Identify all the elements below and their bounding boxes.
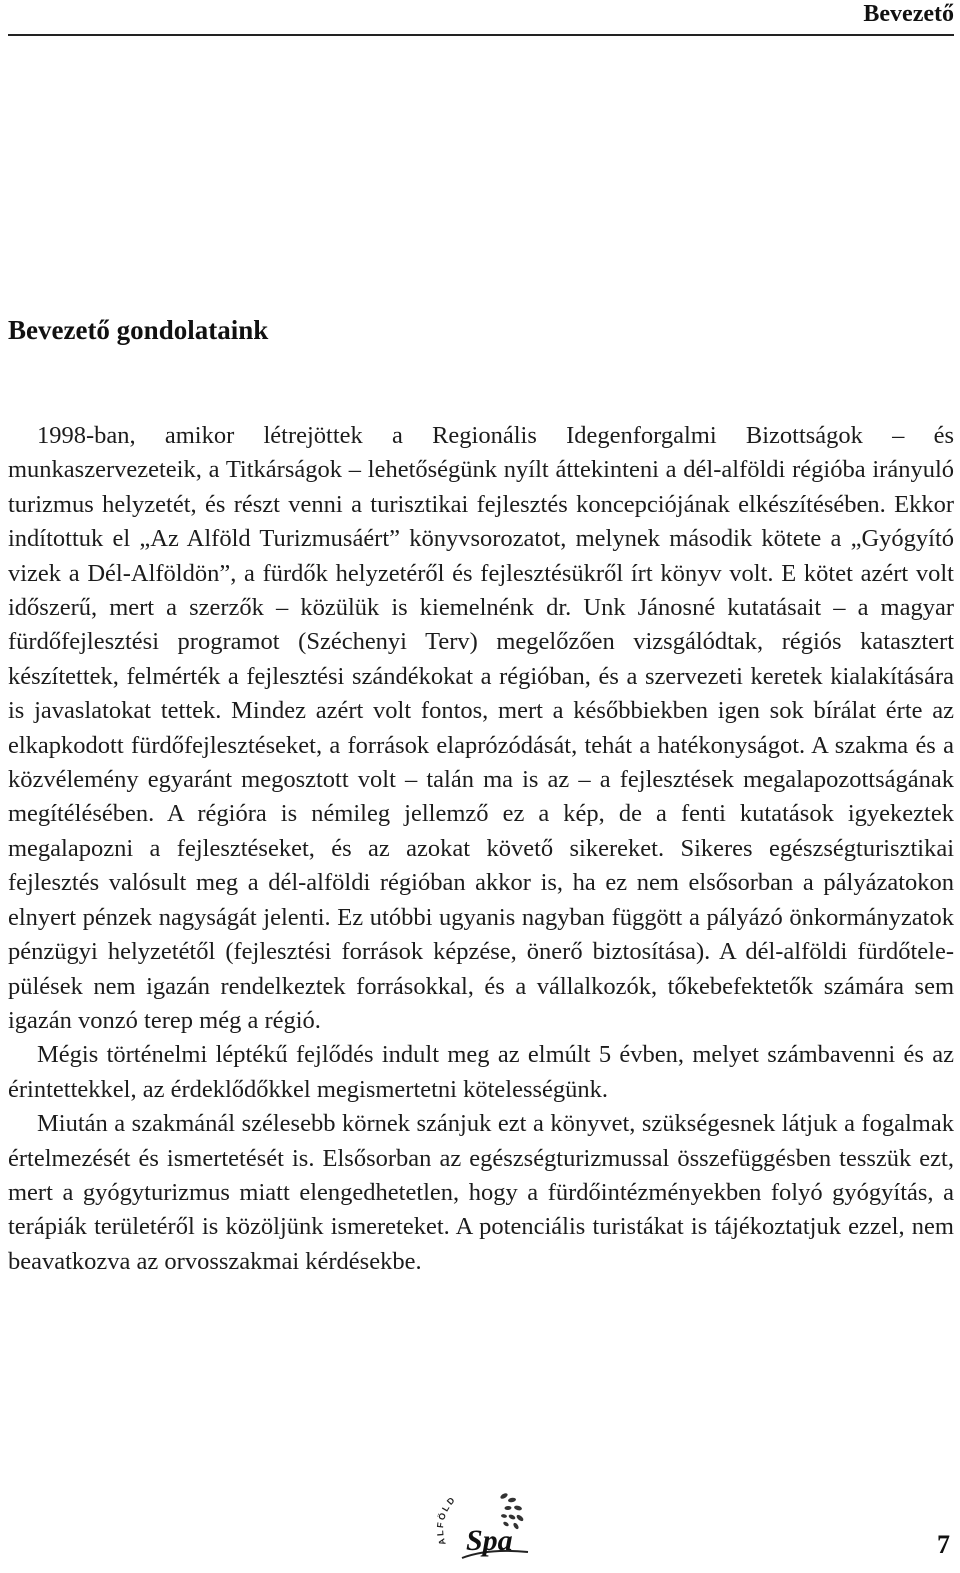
svg-text:ALFÖLD	[435, 1494, 458, 1546]
body-text	[8, 419, 954, 1279]
header-rule	[8, 34, 954, 36]
logo-script-text: Spa	[466, 1524, 513, 1557]
page-number: 7	[937, 1530, 950, 1559]
logo-arc-text: ALFÖLD	[435, 1493, 458, 1547]
paragraph-2: Mégis történelmi léptékű fejlődés indult meg az elmúlt 5 évben, melyet számbavenni és az érintettekkel, az érdeklődőkkel megismertetni kötelességünk.	[8, 1041, 954, 1103]
paragraph-1: 1998-ban, amikor létrejöttek a Regionális Idegenforgalmi Bizottságok – és munkaszervezeteik, a Titkárságok – lehetőségünk nyílt áttekinteni a dél-alföldi régióba irányuló turizmus helyzetét, és részt venni a turisztikai fejlesztés koncepciójának elkészítésében. Ekkor indítottuk el „Az Alföld Turizmusáért” könyvsorozatot, melynek második kötete a „Gyógyító vizek a Dél-Alföldön”, a fürdők helyzetéről és fejlesztésükről írt könyv volt. E kötet azért volt időszerű, mert a szerzők – közülük is kiemelnénk dr. Unk Jánosné kutatásait – a magyar fürdőfejlesztési programot (Széchenyi Terv) megelőzően vizsgálódtak, régiós katasztert készítettek, felmérték a fejlesztési szándékokat a régióban, és a szervezeti keretek kialakítására is javaslatokat tettek. Mindez azért volt fontos, mert a későbbiekben igen sok bírálat érte az elkapkodott fürdőfejlesztéseket, a források elaprózódását, tehát a hatékonyságot. A szakma és a közvélemény egyaránt megosztott volt – talán ma is az – a fejlesztések megalapozottságának megítélésében. A régióra is némileg jellemző ez a kép, de a fenti kutatások igyekeztek megalapozni a fejlesztéseket, és az azokat követő sikereket. Sikeres egészségturisztikai fejlesztés valósult meg a dél-alföldi régióban akkor is, ha ez nem elsősorban a pályázatokon elnyert pénzek nagyságát jelenti. Ez utóbbi ugyanis nagyban függött a pályázó önkormányzatok pénzügyi helyzetétől (fejlesztési források képzése, önerő biztosítása). A dél-alföldi fürdőtelepülések nem igazán rendelkeztek forrásokkal, és a vállalkozók, tőkebefektetők számára sem igazán vonzó terep még a régió.	[8, 422, 954, 1034]
section-title: Bevezető gondolataink	[8, 315, 269, 345]
paragraph-3: Miután a szakmánál szélesebb körnek szánjuk ezt a könyvet, szükségesnek látjuk a fogalmak értelmezését és ismertetését is. Elsősorban az egészségturizmussal összefüggésben tesszük ezt, mert a gyógyturizmus miatt elengedhetetlen, hogy a fürdőintézményekben folyó gyógyítás, a terápiák területéről is közöljünk ismereteket. A potenciális turistákat is tájékoztatjuk ezzel, nem beavatkozva az orvosszakmai kérdésekbe.	[8, 1110, 954, 1275]
running-head-title: Bevezető	[863, 1, 954, 27]
alfold-spa-logo-icon	[432, 1478, 544, 1570]
